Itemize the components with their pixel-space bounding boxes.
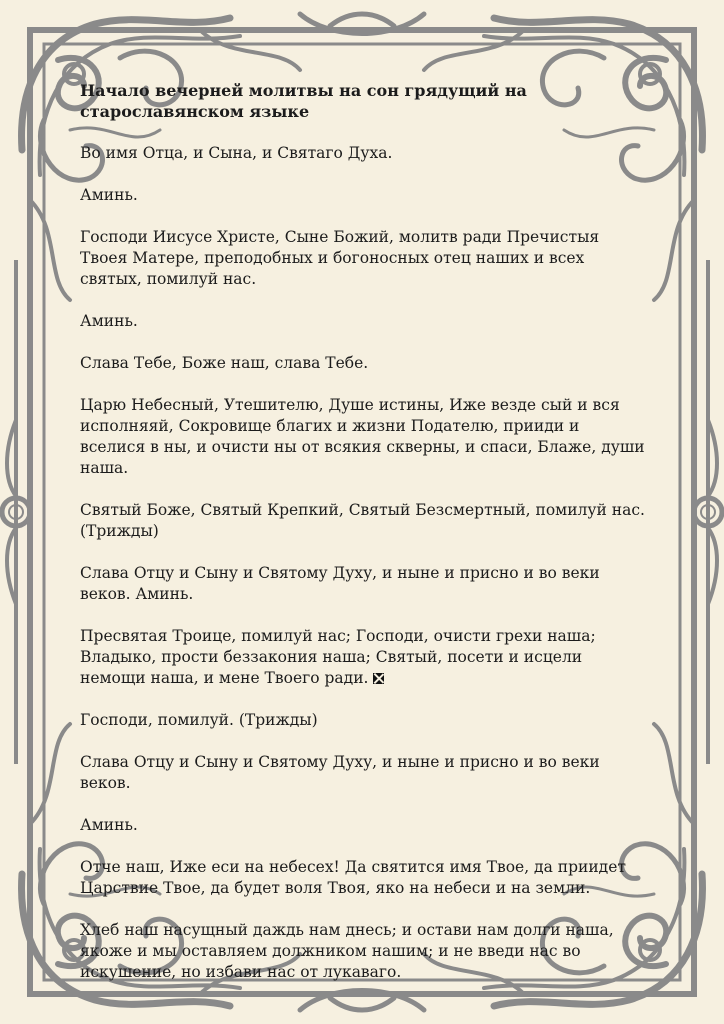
paragraph: Отче наш, Иже еси на небесех! Да святится имя Твое, да приидет Царствие Твое, да будет воля Твоя, яко на небеси и на земли.: [80, 858, 626, 897]
paragraph: Аминь.: [80, 312, 138, 330]
document-title: Начало вечерней молитвы на сон грядущий на старославянском языке: [80, 81, 527, 121]
paragraph: Во имя Отца, и Сына, и Святаго Духа.: [80, 144, 393, 162]
paragraph: Хлеб наш насущный даждь нам днесь; и остави нам долги наша, якоже и мы оставляем должником нашим; и не введи нас во искушение, но избави нас от лукаваго.: [80, 921, 614, 981]
paragraph: Святый Боже, Святый Крепкий, Святый Безсмертный, помилуй нас. (Трижды): [80, 501, 645, 540]
paragraph-with-glyph: [80, 626, 646, 689]
paragraph: Слава Тебе, Боже наш, слава Тебе.: [80, 354, 369, 372]
paragraph: Слава Отцу и Сыну и Святому Духу, и ныне и присно и во веки веков.: [80, 753, 600, 792]
missing-glyph-icon: [373, 673, 384, 684]
prayer-text-block: [80, 80, 646, 983]
paragraph-text: Пресвятая Троице, помилуй нас; Господи, очисти грехи наша; Владыко, прости беззакония наша; Святый, посети и исцели немощи наша, и мене Твоего ради.: [80, 627, 596, 687]
paragraph: Слава Отцу и Сыну и Святому Духу, и ныне и присно и во веки веков. Аминь.: [80, 564, 600, 603]
paragraph: Аминь.: [80, 186, 138, 204]
paragraph: Аминь.: [80, 816, 138, 834]
paragraph: Царю Небесный, Утешителю, Душе истины, Иже везде сый и вся исполняяй, Сокровище благих и жизни Подателю, прииди и вселися в ны, и очисти ны от всякия скверны, и спаси, Блаже, души наша.: [80, 396, 645, 477]
paragraph: Господи, помилуй. (Трижды): [80, 711, 318, 729]
paragraph: Господи Иисусе Христе, Сыне Божий, молитв ради Пречистыя Твоея Матере, преподобных и богоносных отец наших и всех святых, помилуй нас.: [80, 228, 600, 288]
